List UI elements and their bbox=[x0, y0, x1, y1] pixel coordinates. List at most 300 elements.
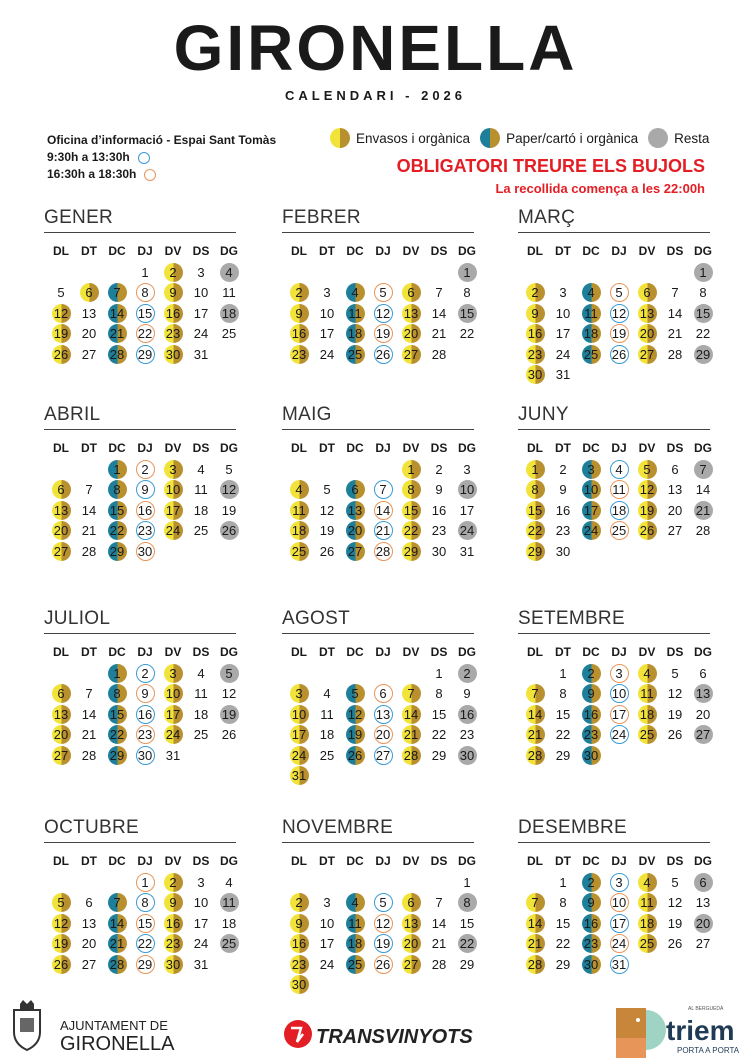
day-cell: 23 bbox=[285, 344, 313, 365]
day-cell: 6 bbox=[689, 872, 717, 893]
weekday-header: DT bbox=[81, 441, 97, 455]
weekday-header: DV bbox=[638, 854, 656, 868]
day-cell: 14 bbox=[103, 913, 131, 934]
day-cell: 17 bbox=[319, 326, 335, 342]
day-cell: 28 bbox=[521, 954, 549, 975]
day-cell: 24 bbox=[555, 346, 571, 362]
weekday-header: DV bbox=[638, 244, 656, 258]
empty-day bbox=[521, 262, 549, 283]
day-cell: 30 bbox=[577, 954, 605, 975]
day-cell: 29 bbox=[431, 747, 447, 763]
empty-day bbox=[75, 663, 103, 684]
month-grid bbox=[47, 241, 243, 365]
day-cell: 2 bbox=[577, 872, 605, 893]
day-cell: 24 bbox=[577, 521, 605, 542]
day-cell: 29 bbox=[555, 747, 571, 763]
day-cell: 15 bbox=[555, 706, 571, 722]
day-cell: 16 bbox=[159, 303, 187, 324]
day-cell: 13 bbox=[397, 303, 425, 324]
month-novembre bbox=[282, 815, 481, 995]
weekday-header: DG bbox=[694, 645, 712, 659]
day-cell: 3 bbox=[323, 285, 331, 301]
day-cell: 4 bbox=[285, 480, 313, 501]
day-cell: 4 bbox=[225, 874, 233, 890]
weekday-header: DS bbox=[430, 441, 448, 455]
day-cell: 14 bbox=[521, 704, 549, 725]
day-cell: 27 bbox=[341, 541, 369, 562]
empty-day bbox=[397, 262, 425, 283]
empty-day bbox=[75, 262, 103, 283]
day-cell: 22 bbox=[555, 727, 571, 743]
weekday-header: DC bbox=[108, 645, 126, 659]
day-cell: 23 bbox=[459, 727, 475, 743]
day-cell: 26 bbox=[667, 727, 683, 743]
weekday-header: DV bbox=[402, 854, 420, 868]
day-cell: 28 bbox=[103, 344, 131, 365]
day-cell: 15 bbox=[397, 500, 425, 521]
day-cell: 11 bbox=[215, 893, 243, 914]
day-cell: 22 bbox=[453, 934, 481, 955]
day-cell: 15 bbox=[131, 303, 159, 324]
day-cell: 5 bbox=[671, 665, 679, 681]
empty-day bbox=[285, 872, 313, 893]
day-cell: 19 bbox=[667, 915, 683, 931]
weekday-header: DS bbox=[192, 645, 210, 659]
day-cell: 10 bbox=[193, 285, 209, 301]
day-cell: 19 bbox=[319, 523, 335, 539]
day-cell: 18 bbox=[605, 500, 633, 521]
weekday-header: DC bbox=[108, 441, 126, 455]
day-cell: 13 bbox=[695, 895, 711, 911]
day-cell: 29 bbox=[131, 344, 159, 365]
empty-day bbox=[341, 872, 369, 893]
day-cell: 28 bbox=[521, 745, 549, 766]
day-cell: 12 bbox=[47, 913, 75, 934]
day-cell: 26 bbox=[215, 521, 243, 542]
weekday-header: DL bbox=[291, 645, 307, 659]
weekday-header: DT bbox=[319, 854, 335, 868]
weekday-header: DT bbox=[319, 645, 335, 659]
day-cell: 11 bbox=[577, 303, 605, 324]
empty-day bbox=[521, 872, 549, 893]
day-cell: 11 bbox=[633, 893, 661, 914]
day-cell: 12 bbox=[633, 480, 661, 501]
weekday-header: DV bbox=[402, 441, 420, 455]
day-cell: 8 bbox=[131, 893, 159, 914]
weekday-header: DV bbox=[164, 441, 182, 455]
weekday-header: DS bbox=[666, 645, 684, 659]
day-cell: 19 bbox=[47, 324, 75, 345]
empty-day bbox=[341, 459, 369, 480]
day-cell: 25 bbox=[633, 725, 661, 746]
day-cell: 18 bbox=[221, 915, 237, 931]
day-cell: 3 bbox=[323, 895, 331, 911]
day-cell: 23 bbox=[131, 521, 159, 542]
weekday-header: DT bbox=[319, 441, 335, 455]
empty-day bbox=[397, 872, 425, 893]
day-cell: 29 bbox=[521, 541, 549, 562]
day-cell: 11 bbox=[194, 482, 208, 498]
weekday-header: DJ bbox=[137, 441, 153, 455]
day-cell: 21 bbox=[431, 936, 447, 952]
weekday-header: DG bbox=[458, 854, 476, 868]
month-name: DESEMBRE bbox=[518, 815, 710, 843]
day-cell: 18 bbox=[341, 934, 369, 955]
weekday-header: DT bbox=[555, 441, 571, 455]
day-cell: 14 bbox=[103, 303, 131, 324]
day-cell: 25 bbox=[221, 326, 237, 342]
day-cell: 3 bbox=[577, 459, 605, 480]
day-cell: 5 bbox=[633, 459, 661, 480]
day-cell: 15 bbox=[521, 500, 549, 521]
month-name: MAIG bbox=[282, 402, 474, 430]
day-cell: 31 bbox=[605, 954, 633, 975]
weekday-header: DV bbox=[164, 645, 182, 659]
empty-day bbox=[75, 872, 103, 893]
day-cell: 20 bbox=[81, 326, 97, 342]
month-abril bbox=[44, 402, 243, 562]
day-cell: 12 bbox=[319, 502, 335, 518]
day-cell: 7 bbox=[689, 459, 717, 480]
weekday-header: DG bbox=[220, 244, 238, 258]
day-cell: 10 bbox=[605, 684, 633, 705]
empty-day bbox=[369, 262, 397, 283]
day-cell: 3 bbox=[285, 684, 313, 705]
day-cell: 7 bbox=[435, 895, 443, 911]
weekday-header: DS bbox=[430, 854, 448, 868]
day-cell: 12 bbox=[369, 303, 397, 324]
day-cell: 2 bbox=[577, 663, 605, 684]
weekday-header: DV bbox=[402, 244, 420, 258]
day-cell: 12 bbox=[667, 686, 683, 702]
day-cell: 27 bbox=[47, 541, 75, 562]
month-name: GENER bbox=[44, 205, 236, 233]
day-cell: 9 bbox=[577, 684, 605, 705]
day-cell: 6 bbox=[633, 283, 661, 304]
weekday-header: DG bbox=[220, 854, 238, 868]
day-cell: 15 bbox=[431, 706, 447, 722]
day-cell: 5 bbox=[225, 461, 233, 477]
day-cell: 5 bbox=[369, 893, 397, 914]
day-cell: 3 bbox=[159, 663, 187, 684]
office-info bbox=[47, 132, 276, 183]
day-cell: 6 bbox=[397, 893, 425, 914]
day-cell: 26 bbox=[369, 344, 397, 365]
day-cell: 27 bbox=[369, 745, 397, 766]
day-cell: 1 bbox=[521, 459, 549, 480]
day-cell: 16 bbox=[453, 704, 481, 725]
day-cell: 15 bbox=[103, 500, 131, 521]
day-cell: 30 bbox=[577, 745, 605, 766]
day-cell: 1 bbox=[103, 663, 131, 684]
weekday-header: DJ bbox=[611, 244, 627, 258]
day-cell: 17 bbox=[605, 913, 633, 934]
day-cell: 20 bbox=[47, 521, 75, 542]
day-cell: 28 bbox=[81, 543, 97, 559]
day-cell: 8 bbox=[435, 686, 443, 702]
day-cell: 17 bbox=[193, 915, 209, 931]
day-cell: 19 bbox=[215, 704, 243, 725]
day-cell: 14 bbox=[397, 704, 425, 725]
day-cell: 26 bbox=[221, 727, 237, 743]
day-cell: 9 bbox=[159, 283, 187, 304]
weekday-header: DJ bbox=[611, 645, 627, 659]
day-cell: 22 bbox=[103, 521, 131, 542]
day-cell: 21 bbox=[397, 725, 425, 746]
day-cell: 20 bbox=[341, 521, 369, 542]
day-cell: 31 bbox=[165, 747, 181, 763]
day-cell: 9 bbox=[131, 480, 159, 501]
day-cell: 26 bbox=[633, 521, 661, 542]
day-cell: 21 bbox=[369, 521, 397, 542]
day-cell: 1 bbox=[689, 262, 717, 283]
day-cell: 5 bbox=[323, 482, 331, 498]
weekday-header: DV bbox=[402, 645, 420, 659]
paper-dot-icon bbox=[480, 128, 500, 148]
envasos-dot-icon bbox=[330, 128, 350, 148]
month-grid bbox=[285, 851, 481, 995]
day-cell: 20 bbox=[689, 913, 717, 934]
day-cell: 7 bbox=[397, 684, 425, 705]
triem-name: triem bbox=[666, 1015, 735, 1046]
month-desembre bbox=[518, 815, 717, 975]
day-cell: 6 bbox=[671, 461, 679, 477]
month-grid bbox=[285, 642, 481, 786]
day-cell: 10 bbox=[453, 480, 481, 501]
weekday-header: DL bbox=[53, 244, 69, 258]
month-name: NOVEMBRE bbox=[282, 815, 474, 843]
weekday-header: DG bbox=[458, 441, 476, 455]
weekday-header: DJ bbox=[375, 645, 391, 659]
day-cell: 11 bbox=[222, 285, 236, 301]
month-grid bbox=[47, 851, 243, 975]
day-cell: 11 bbox=[341, 913, 369, 934]
day-cell: 17 bbox=[285, 725, 313, 746]
month-febrer bbox=[282, 205, 481, 365]
day-cell: 8 bbox=[559, 686, 567, 702]
weekday-header: DT bbox=[81, 854, 97, 868]
day-cell: 19 bbox=[369, 934, 397, 955]
weekday-header: DC bbox=[582, 645, 600, 659]
day-cell: 18 bbox=[215, 303, 243, 324]
day-cell: 6 bbox=[397, 283, 425, 304]
day-cell: 24 bbox=[193, 936, 209, 952]
day-cell: 30 bbox=[131, 541, 159, 562]
weekday-header: DS bbox=[430, 645, 448, 659]
day-cell: 28 bbox=[431, 346, 447, 362]
day-cell: 14 bbox=[521, 913, 549, 934]
day-cell: 14 bbox=[81, 502, 97, 518]
day-cell: 20 bbox=[47, 725, 75, 746]
day-cell: 3 bbox=[463, 461, 471, 477]
day-cell: 22 bbox=[459, 326, 475, 342]
day-cell: 19 bbox=[633, 500, 661, 521]
weekday-header: DG bbox=[458, 645, 476, 659]
day-cell: 10 bbox=[193, 895, 209, 911]
day-cell: 19 bbox=[667, 706, 683, 722]
day-cell: 11 bbox=[194, 686, 208, 702]
empty-day bbox=[549, 262, 577, 283]
office-slot-morning: 9:30h a 13:30h bbox=[47, 150, 130, 164]
day-cell: 4 bbox=[605, 459, 633, 480]
empty-day bbox=[285, 459, 313, 480]
day-cell: 6 bbox=[369, 684, 397, 705]
day-cell: 13 bbox=[369, 704, 397, 725]
day-cell: 3 bbox=[605, 872, 633, 893]
weekday-header: DJ bbox=[611, 854, 627, 868]
day-cell: 29 bbox=[689, 344, 717, 365]
weekday-header: DC bbox=[346, 645, 364, 659]
day-cell: 5 bbox=[671, 874, 679, 890]
day-cell: 24 bbox=[605, 725, 633, 746]
day-cell: 6 bbox=[85, 895, 93, 911]
day-cell: 9 bbox=[285, 913, 313, 934]
day-cell: 8 bbox=[699, 285, 707, 301]
weekday-header: DS bbox=[192, 854, 210, 868]
day-cell: 30 bbox=[431, 543, 447, 559]
day-cell: 20 bbox=[369, 725, 397, 746]
day-cell: 20 bbox=[397, 934, 425, 955]
day-cell: 1 bbox=[103, 459, 131, 480]
month-juliol bbox=[44, 606, 243, 766]
month-name: SETEMBRE bbox=[518, 606, 710, 634]
day-cell: 13 bbox=[667, 482, 683, 498]
day-cell: 29 bbox=[131, 954, 159, 975]
weekday-header: DS bbox=[192, 441, 210, 455]
empty-day bbox=[285, 663, 313, 684]
day-cell: 21 bbox=[103, 934, 131, 955]
day-cell: 15 bbox=[103, 704, 131, 725]
day-cell: 7 bbox=[435, 285, 443, 301]
weekday-header: DV bbox=[164, 854, 182, 868]
day-cell: 25 bbox=[215, 934, 243, 955]
warning-subtitle: La recollida comença a les 22:00h bbox=[495, 181, 705, 196]
day-cell: 2 bbox=[285, 893, 313, 914]
day-cell: 16 bbox=[521, 324, 549, 345]
month-grid bbox=[521, 851, 717, 975]
day-cell: 31 bbox=[285, 766, 313, 787]
warning-title: OBLIGATORI TREURE ELS BUJOLS bbox=[396, 156, 705, 176]
empty-day bbox=[47, 872, 75, 893]
day-cell: 31 bbox=[555, 367, 571, 383]
day-cell: 6 bbox=[47, 480, 75, 501]
day-cell: 20 bbox=[397, 324, 425, 345]
day-cell: 27 bbox=[689, 725, 717, 746]
day-cell: 1 bbox=[453, 262, 481, 283]
day-cell: 24 bbox=[159, 725, 187, 746]
day-cell: 5 bbox=[369, 283, 397, 304]
resta-dot-icon bbox=[648, 128, 668, 148]
day-cell: 23 bbox=[431, 523, 447, 539]
day-cell: 13 bbox=[81, 305, 97, 321]
day-cell: 21 bbox=[667, 326, 683, 342]
weekday-header: DS bbox=[666, 441, 684, 455]
day-cell: 2 bbox=[521, 283, 549, 304]
day-cell: 17 bbox=[319, 936, 335, 952]
weekday-header: DL bbox=[527, 441, 543, 455]
day-cell: 24 bbox=[193, 326, 209, 342]
day-cell: 30 bbox=[131, 745, 159, 766]
day-cell: 14 bbox=[695, 482, 711, 498]
day-cell: 21 bbox=[431, 326, 447, 342]
day-cell: 14 bbox=[81, 706, 97, 722]
day-cell: 16 bbox=[577, 913, 605, 934]
weekday-header: DJ bbox=[137, 854, 153, 868]
day-cell: 13 bbox=[81, 915, 97, 931]
day-cell: 24 bbox=[319, 956, 335, 972]
weekday-header: DC bbox=[346, 441, 364, 455]
weekday-header: DS bbox=[666, 244, 684, 258]
day-cell: 27 bbox=[397, 344, 425, 365]
empty-day bbox=[425, 872, 453, 893]
empty-day bbox=[103, 262, 131, 283]
day-cell: 28 bbox=[695, 523, 711, 539]
day-cell: 4 bbox=[215, 262, 243, 283]
day-cell: 1 bbox=[463, 874, 471, 890]
day-cell: 23 bbox=[555, 523, 571, 539]
day-cell: 17 bbox=[555, 326, 571, 342]
day-cell: 25 bbox=[605, 521, 633, 542]
day-cell: 6 bbox=[699, 665, 707, 681]
empty-day bbox=[425, 262, 453, 283]
day-cell: 9 bbox=[463, 686, 471, 702]
empty-day bbox=[397, 663, 425, 684]
month-grid bbox=[285, 241, 481, 365]
weekday-header: DJ bbox=[375, 244, 391, 258]
day-cell: 23 bbox=[131, 725, 159, 746]
day-cell: 16 bbox=[159, 913, 187, 934]
day-cell: 14 bbox=[431, 915, 447, 931]
day-cell: 2 bbox=[131, 663, 159, 684]
day-cell: 27 bbox=[47, 745, 75, 766]
day-cell: 18 bbox=[633, 913, 661, 934]
day-cell: 21 bbox=[521, 725, 549, 746]
month-maig bbox=[282, 402, 481, 562]
day-cell: 18 bbox=[341, 324, 369, 345]
empty-day bbox=[577, 262, 605, 283]
day-cell: 27 bbox=[695, 936, 711, 952]
weekday-header: DL bbox=[53, 645, 69, 659]
day-cell: 29 bbox=[103, 745, 131, 766]
legend-resta: Resta bbox=[674, 130, 710, 146]
day-cell: 7 bbox=[103, 893, 131, 914]
day-cell: 5 bbox=[605, 283, 633, 304]
month-name: AGOST bbox=[282, 606, 474, 634]
day-cell: 30 bbox=[453, 745, 481, 766]
day-cell: 30 bbox=[159, 344, 187, 365]
day-cell: 17 bbox=[605, 704, 633, 725]
day-cell: 19 bbox=[341, 725, 369, 746]
day-cell: 13 bbox=[397, 913, 425, 934]
day-cell: 16 bbox=[555, 502, 571, 518]
weekday-header: DT bbox=[81, 645, 97, 659]
transvinyots-logo-icon bbox=[284, 1020, 312, 1048]
month-març bbox=[518, 205, 717, 385]
day-cell: 27 bbox=[397, 954, 425, 975]
weekday-header: DL bbox=[527, 854, 543, 868]
day-cell: 8 bbox=[103, 684, 131, 705]
day-cell: 10 bbox=[159, 684, 187, 705]
weekday-header: DV bbox=[638, 645, 656, 659]
day-cell: 6 bbox=[341, 480, 369, 501]
day-cell: 18 bbox=[319, 727, 335, 743]
weekday-header: DS bbox=[666, 854, 684, 868]
day-cell: 12 bbox=[605, 303, 633, 324]
empty-day bbox=[313, 872, 341, 893]
orange-ring-icon bbox=[144, 169, 156, 181]
day-cell: 10 bbox=[319, 305, 335, 321]
day-cell: 10 bbox=[577, 480, 605, 501]
